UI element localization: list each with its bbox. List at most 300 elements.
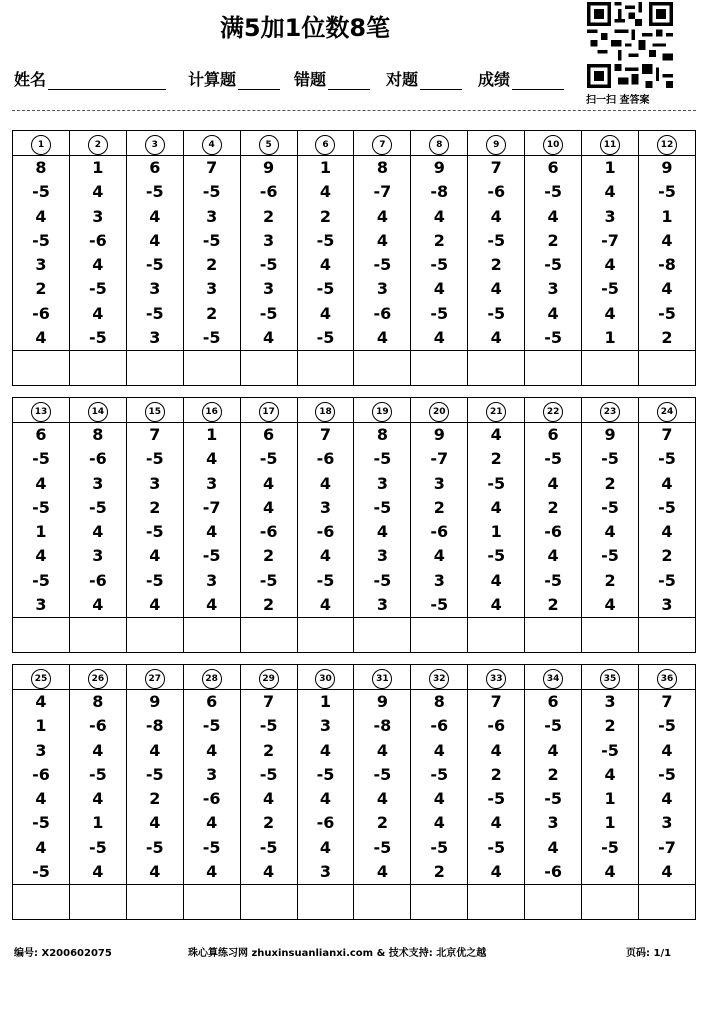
answer-cell[interactable]	[183, 885, 240, 920]
problem-number-cell	[183, 131, 240, 156]
addend: 6	[547, 158, 559, 177]
addend: 4	[376, 230, 388, 250]
answer-cell[interactable]	[582, 351, 639, 386]
addend: -5	[373, 764, 392, 784]
addend: 7	[149, 425, 161, 444]
addend: 4	[661, 740, 673, 760]
answer-cell[interactable]	[411, 885, 468, 920]
wrong-line[interactable]	[328, 71, 370, 90]
addend: -5	[202, 546, 221, 566]
answer-cell[interactable]	[69, 351, 126, 386]
addend: -7	[373, 182, 392, 202]
addend: 9	[263, 158, 275, 177]
problem-column	[582, 690, 639, 885]
addend: 4	[92, 255, 104, 275]
addend: 4	[547, 740, 559, 760]
problem-number: 8	[429, 135, 449, 155]
addend: 1	[92, 158, 104, 177]
problem-number: 5	[259, 135, 279, 155]
addend: 2	[547, 764, 559, 784]
problem-column	[297, 156, 354, 351]
name-field[interactable]	[14, 67, 166, 90]
addend: 4	[263, 328, 275, 348]
addend: 4	[376, 740, 388, 760]
addend: 7	[206, 158, 218, 177]
addend: -5	[88, 328, 107, 348]
addend: 2	[661, 328, 673, 348]
addend: 3	[547, 279, 559, 299]
answer-cell[interactable]	[69, 618, 126, 653]
answer-cell[interactable]	[411, 618, 468, 653]
addend: -5	[145, 303, 164, 323]
problem-number-cell	[354, 131, 411, 156]
problem-number-cell	[240, 131, 297, 156]
addend: 4	[490, 497, 502, 517]
addend: 6	[35, 425, 47, 444]
addend: -5	[373, 255, 392, 275]
addend: 4	[547, 303, 559, 323]
addend: 4	[92, 862, 104, 882]
addend: -5	[145, 837, 164, 857]
problem-number: 14	[88, 402, 108, 422]
addend: 4	[149, 230, 161, 250]
addend: 4	[319, 595, 332, 615]
addend: 2	[206, 303, 218, 323]
addend: 8	[376, 158, 388, 177]
addend: 3	[92, 473, 104, 493]
problem-number-cell	[13, 398, 70, 423]
problem-number-cell	[525, 131, 582, 156]
addend: 3	[376, 546, 388, 566]
addend: -5	[373, 837, 392, 857]
addend: 4	[433, 279, 445, 299]
addend: -6	[430, 716, 449, 736]
problem-number: 36	[657, 669, 677, 689]
addend: 3	[604, 206, 616, 226]
problem-column	[126, 156, 183, 351]
addend: -5	[88, 497, 107, 517]
addend: 3	[263, 279, 275, 299]
addend: 4	[376, 862, 388, 882]
addend: 2	[206, 255, 218, 275]
addend: -6	[316, 813, 335, 833]
addend: -6	[88, 716, 107, 736]
addend: 2	[263, 740, 275, 760]
addend: -5	[88, 837, 107, 857]
addend: 3	[319, 497, 332, 517]
problem-number-cell	[126, 665, 183, 690]
footer-credit: 珠心算练习网 zhuxinsuanlianxi.com & 技术支持: 北京优之越	[188, 948, 487, 959]
addend: 3	[263, 230, 275, 250]
problem-number-cell	[69, 665, 126, 690]
addend: 4	[92, 303, 104, 323]
problem-number: 7	[372, 135, 392, 155]
addend: -5	[430, 837, 449, 857]
addend: -5	[487, 789, 506, 809]
addend: -5	[544, 449, 562, 469]
answer-cell[interactable]	[468, 618, 525, 653]
answer-cell[interactable]	[582, 885, 639, 920]
problem-column	[126, 423, 183, 618]
addend: 4	[263, 497, 275, 517]
addend: 4	[206, 862, 218, 882]
answer-cell[interactable]	[126, 885, 183, 920]
addend: 4	[490, 862, 502, 882]
addend: -5	[145, 764, 164, 784]
addend: 4	[206, 522, 218, 542]
addend: 2	[604, 570, 616, 590]
addend: -6	[202, 789, 221, 809]
answer-cell[interactable]	[411, 351, 468, 386]
addend: -5	[145, 182, 164, 202]
addend: -5	[601, 740, 619, 760]
addend: 8	[376, 425, 388, 444]
addend: 2	[547, 230, 559, 250]
addend: -6	[88, 230, 107, 250]
answer-cell[interactable]	[582, 618, 639, 653]
addend: -5	[373, 497, 392, 517]
addend: 4	[490, 279, 502, 299]
addend: 2	[547, 497, 559, 517]
problem-column	[411, 156, 468, 351]
addend: 1	[319, 692, 332, 711]
problem-number: 35	[600, 669, 620, 689]
answer-cell[interactable]	[297, 885, 354, 920]
addend: 8	[92, 425, 104, 444]
answer-cell[interactable]	[126, 351, 183, 386]
addend: 9	[433, 425, 445, 444]
addend: 2	[376, 813, 388, 833]
addend: 4	[604, 595, 616, 615]
addend: 3	[433, 570, 445, 590]
addend: 1	[604, 158, 616, 177]
addend: 4	[490, 328, 502, 348]
addend: -6	[316, 449, 335, 469]
answer-cell[interactable]	[354, 618, 411, 653]
addend: -5	[601, 546, 619, 566]
problem-column	[297, 690, 354, 885]
problem-number: 17	[259, 402, 279, 422]
problem-column	[525, 423, 582, 618]
problem-column	[297, 423, 354, 618]
problem-number-cell	[126, 398, 183, 423]
problem-number-cell	[468, 131, 525, 156]
addend: -5	[544, 255, 562, 275]
problem-column	[69, 156, 126, 351]
addend: 4	[149, 862, 161, 882]
addend: 3	[319, 862, 332, 882]
qr-caption: 扫一扫 查答案	[586, 95, 650, 106]
answer-cell[interactable]	[525, 618, 582, 653]
problem-column	[638, 156, 695, 351]
answer-cell[interactable]	[638, 885, 695, 920]
answer-cell[interactable]	[13, 618, 70, 653]
addend: 4	[604, 303, 616, 323]
addend: -5	[544, 789, 562, 809]
addend: -6	[259, 522, 278, 542]
addend: -5	[373, 449, 392, 469]
problem-number-cell	[638, 398, 695, 423]
answer-cell[interactable]	[13, 351, 70, 386]
problem-number-cell	[525, 398, 582, 423]
answer-cell[interactable]	[69, 885, 126, 920]
addend: -5	[202, 182, 221, 202]
addend: -5	[32, 230, 50, 250]
addend: -5	[202, 230, 221, 250]
addend: 8	[35, 158, 47, 177]
addend: -5	[259, 716, 278, 736]
problem-number: 24	[657, 402, 677, 422]
problem-number-cell	[240, 398, 297, 423]
problem-number: 28	[202, 669, 222, 689]
problem-number: 22	[543, 402, 563, 422]
addend: -5	[316, 279, 335, 299]
addend: 4	[319, 740, 332, 760]
addend: 4	[206, 740, 218, 760]
addend: 2	[490, 449, 502, 469]
wrong-label: 错题	[294, 70, 327, 89]
answer-cell[interactable]	[354, 885, 411, 920]
addend: 4	[149, 595, 161, 615]
addend: 2	[604, 473, 616, 493]
problem-column	[240, 690, 297, 885]
addend: 6	[547, 692, 559, 711]
addend: 3	[661, 813, 673, 833]
score-line[interactable]	[512, 71, 564, 90]
addend: -5	[601, 449, 619, 469]
addend: 4	[149, 546, 161, 566]
addend: 4	[206, 595, 218, 615]
addend: 1	[604, 328, 616, 348]
addend: 4	[604, 522, 616, 542]
addend: -5	[259, 449, 278, 469]
answer-cell[interactable]	[183, 618, 240, 653]
addend: 2	[547, 595, 559, 615]
addend: 6	[263, 425, 275, 444]
problem-column	[183, 156, 240, 351]
addend: 7	[490, 158, 502, 177]
addend: 3	[376, 595, 388, 615]
problem-number: 1	[31, 135, 51, 155]
addend: -5	[88, 279, 107, 299]
addend: 2	[604, 716, 616, 736]
answer-cell[interactable]	[240, 618, 297, 653]
addend: -5	[259, 570, 278, 590]
problem-number-cell	[638, 131, 695, 156]
addend: -5	[544, 716, 562, 736]
addend: 3	[149, 473, 161, 493]
addend: -5	[658, 303, 676, 323]
score-field[interactable]	[478, 67, 564, 90]
addend: 3	[319, 716, 332, 736]
addend: 4	[433, 813, 445, 833]
answer-cell[interactable]	[638, 618, 695, 653]
addend: 1	[490, 522, 502, 542]
addend: -5	[658, 570, 676, 590]
footer-code: 编号: X200602075	[14, 948, 112, 959]
addend: 4	[433, 740, 445, 760]
addend: 4	[604, 255, 616, 275]
addend: -5	[145, 570, 164, 590]
addend: 4	[35, 206, 47, 226]
answer-cell[interactable]	[638, 351, 695, 386]
addend: 4	[433, 789, 445, 809]
answer-cell[interactable]	[468, 885, 525, 920]
addend: 3	[35, 740, 47, 760]
addend: -6	[544, 862, 562, 882]
addend: 4	[433, 546, 445, 566]
addend: -7	[202, 497, 221, 517]
addend: -6	[259, 182, 278, 202]
addend: 4	[319, 303, 332, 323]
addend: 4	[35, 692, 47, 711]
addend: -6	[544, 522, 562, 542]
answer-cell[interactable]	[468, 351, 525, 386]
addend: 3	[376, 279, 388, 299]
problem-number-cell	[126, 131, 183, 156]
addend: 2	[263, 206, 275, 226]
wrong-field[interactable]	[294, 67, 370, 90]
problem-number: 25	[31, 669, 51, 689]
problem-column	[126, 690, 183, 885]
addend: 4	[206, 813, 218, 833]
addend: -8	[145, 716, 164, 736]
answer-cell[interactable]	[240, 885, 297, 920]
addend: 1	[661, 206, 673, 226]
addend: 4	[92, 522, 104, 542]
addend: 3	[604, 692, 616, 711]
addend: 4	[149, 740, 161, 760]
problem-number-cell	[354, 665, 411, 690]
right-field[interactable]	[386, 67, 462, 90]
right-line[interactable]	[420, 71, 462, 90]
addend: -6	[430, 522, 449, 542]
answer-cell[interactable]	[240, 351, 297, 386]
addend: 2	[149, 789, 161, 809]
footer-page: 页码: 1/1	[626, 948, 672, 959]
addend: 6	[149, 158, 161, 177]
answer-cell[interactable]	[525, 351, 582, 386]
problem-number: 21	[486, 402, 506, 422]
addend: 4	[376, 789, 388, 809]
addend: 3	[206, 206, 218, 226]
answer-cell[interactable]	[354, 351, 411, 386]
addend: -5	[32, 570, 50, 590]
addend: -5	[430, 303, 449, 323]
total-line[interactable]	[238, 71, 280, 90]
addend: 4	[149, 206, 161, 226]
addend: 1	[604, 813, 616, 833]
problem-number-cell	[69, 131, 126, 156]
addend: 3	[149, 328, 161, 348]
addend: 6	[547, 425, 559, 444]
problem-number-cell	[411, 398, 468, 423]
problem-number: 29	[259, 669, 279, 689]
addend: 7	[319, 425, 332, 444]
problem-block	[12, 664, 696, 920]
addend: 3	[547, 813, 559, 833]
answer-cell[interactable]	[525, 885, 582, 920]
answer-cell[interactable]	[13, 885, 70, 920]
addend: -5	[487, 473, 506, 493]
problem-number: 6	[315, 135, 335, 155]
problem-number-cell	[297, 131, 354, 156]
answer-cell[interactable]	[183, 351, 240, 386]
problem-number-cell	[13, 131, 70, 156]
problem-column	[69, 690, 126, 885]
addend: 3	[376, 473, 388, 493]
total-label: 计算题	[188, 70, 237, 89]
problem-number-cell	[297, 398, 354, 423]
problem-number-cell	[582, 398, 639, 423]
name-line[interactable]	[48, 71, 166, 90]
addend: -5	[658, 182, 676, 202]
problem-column	[240, 156, 297, 351]
problem-column	[240, 423, 297, 618]
answer-cell[interactable]	[297, 351, 354, 386]
addend: -6	[487, 716, 506, 736]
addend: 1	[319, 158, 332, 177]
addend: 4	[376, 206, 388, 226]
addend: -5	[32, 182, 50, 202]
addend: -5	[259, 837, 278, 857]
problem-number-cell	[582, 131, 639, 156]
addend: -5	[430, 255, 449, 275]
addend: -5	[32, 813, 50, 833]
addend: 3	[206, 473, 218, 493]
addend: 2	[319, 206, 332, 226]
addend: 4	[92, 789, 104, 809]
addend: -5	[658, 449, 676, 469]
addend: -5	[601, 279, 619, 299]
addend: 2	[149, 497, 161, 517]
addend: -7	[658, 837, 676, 857]
answer-cell[interactable]	[297, 618, 354, 653]
addend: 4	[661, 279, 673, 299]
addend: 4	[92, 182, 104, 202]
addend: 1	[604, 789, 616, 809]
addend: -5	[373, 570, 392, 590]
problem-column	[183, 423, 240, 618]
addend: -5	[658, 497, 676, 517]
answer-cell[interactable]	[126, 618, 183, 653]
addend: -5	[487, 303, 506, 323]
problem-number-cell	[525, 665, 582, 690]
problem-number-cell	[297, 665, 354, 690]
addend: 4	[319, 837, 332, 857]
problem-column	[183, 690, 240, 885]
addend: 1	[35, 522, 47, 542]
problem-column	[582, 423, 639, 618]
addend: 7	[490, 692, 502, 711]
addend: 2	[263, 546, 275, 566]
problem-column	[354, 156, 411, 351]
addend: 4	[490, 595, 502, 615]
problem-number-cell	[354, 398, 411, 423]
problem-column	[638, 690, 695, 885]
addend: -5	[487, 837, 506, 857]
addend: 6	[206, 692, 218, 711]
problem-number: 19	[372, 402, 392, 422]
addend: 9	[661, 158, 673, 177]
addend: -5	[32, 497, 50, 517]
problem-number: 33	[486, 669, 506, 689]
addend: 4	[35, 837, 47, 857]
total-field[interactable]	[188, 67, 280, 90]
problem-number: 34	[543, 669, 563, 689]
addend: -5	[316, 230, 335, 250]
addend: 2	[263, 595, 275, 615]
